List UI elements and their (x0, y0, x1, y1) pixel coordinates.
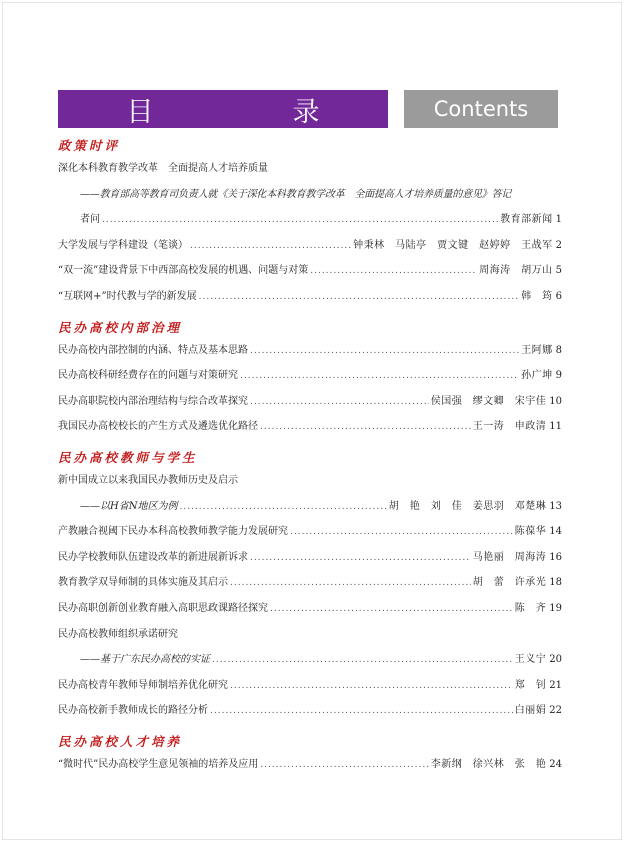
dot-leader (102, 208, 498, 234)
toc-entry-subtitle: ——以H省N地区为例 (80, 500, 178, 512)
toc-entry-author: 王阿娜 (521, 344, 553, 356)
toc-entry-author: 胡 艳 刘 佳 姜思羽 邓楚琳 (388, 500, 547, 512)
section-title: 政策时评 (58, 138, 121, 153)
dot-leader (190, 234, 351, 260)
toc-subtitle[interactable]: ——教育部高等教育司负责人就《关于深化本科教育教学改革 全面提高人才培养质量的意见》答记 (80, 188, 512, 200)
table-of-contents (58, 134, 562, 777)
toc-entry-page: 8 (555, 344, 562, 356)
toc-entry-page: 18 (549, 577, 562, 589)
toc-entry-page: 19 (549, 602, 562, 614)
contents-title-bar (404, 90, 558, 128)
toc-entry[interactable] (58, 673, 562, 699)
section-title: 民办高校人才培养 (58, 733, 183, 749)
toc-entry-author: 胡 蕾 许承光 (472, 577, 547, 589)
toc-entry-author: 钟秉林 马陆亭 贾文键 赵婷婷 王战军 (353, 239, 553, 251)
toc-entry-title: 民办高校科研经费存在的问题与对策研究 (58, 370, 238, 382)
toc-entry-author: 李新纲 徐兴林 张 艳 (430, 758, 547, 770)
toc-entry-author: 侯国强 缪文卿 宋宇佳 (430, 395, 547, 407)
toc-entry-title: 民办高校内部控制的内涵、特点及基本思路 (58, 344, 248, 356)
toc-entry[interactable] (58, 519, 562, 545)
toc-entry-title: “双一流”建设背景下中西部高校发展的机遇、问题与对策 (58, 265, 309, 277)
toc-entry-author: 王一涛 申政清 (472, 421, 547, 433)
dot-leader (310, 259, 477, 285)
contents-title: Contents (433, 97, 529, 121)
toc-entry-page: 24 (549, 758, 562, 770)
toc-entry-author: 陈 齐 (514, 602, 547, 614)
toc-entry[interactable] (58, 752, 562, 778)
dot-leader (230, 674, 513, 700)
toc-entry-title: 我国民办高校校长的产生方式及遴选优化路径 (58, 421, 258, 433)
toc-entry-author: 周海涛 胡万山 (479, 265, 553, 277)
section-title: 民办高校内部治理 (58, 319, 183, 335)
toc-article-title[interactable]: 深化本科教育教学改革 全面提高人才培养质量 (58, 163, 268, 174)
toc-entry[interactable] (58, 570, 562, 596)
toc-entry-page: 11 (549, 421, 562, 433)
toc-entry-title: 民办学校教师队伍建设改革的新进展新诉求 (58, 551, 248, 563)
toc-article-title[interactable]: 民办高校教师组织承诺研究 (58, 628, 178, 640)
toc-entry-author: 郑 钊 (514, 679, 547, 691)
dot-leader (250, 390, 429, 416)
toc-entry-author: 马艳丽 周海涛 (472, 551, 547, 563)
toc-entry-title: 民办高校新手教师成长的路径分析 (58, 705, 208, 717)
toc-entry-title: 民办高职院校内部治理结构与综合改革探究 (58, 395, 248, 407)
toc-entry-page: 10 (549, 395, 562, 407)
dot-leader (230, 571, 471, 597)
toc-entry[interactable] (58, 338, 562, 364)
toc-entry-page: 14 (549, 526, 562, 538)
toc-entry[interactable] (58, 258, 562, 284)
toc-entry-title: 大学发展与学科建设（笔谈） (58, 239, 188, 251)
toc-entry[interactable] (58, 284, 562, 310)
dot-leader (270, 597, 513, 623)
dot-leader (250, 546, 471, 572)
dot-leader (179, 495, 386, 521)
toc-entry-page: 20 (549, 654, 562, 666)
toc-entry[interactable] (58, 363, 562, 389)
toc-entry[interactable] (58, 647, 562, 673)
toc-entry-author: 教育部新闻 (500, 214, 553, 226)
toc-entry-author: 王义宁 (514, 654, 547, 666)
toc-entry-author: 陈葆华 (514, 526, 547, 538)
toc-entry[interactable] (58, 596, 562, 622)
toc-entry-subtitle: ——基于广东民办高校的实证 (80, 654, 210, 666)
toc-entry-page: 16 (549, 551, 562, 563)
toc-article-title[interactable]: 新中国成立以来我国民办教师历史及启示 (58, 474, 238, 486)
toc-entry-title: 民办高职创新创业教育融入高职思政课路径探究 (58, 602, 268, 614)
dot-leader (260, 753, 429, 779)
dot-leader (260, 415, 471, 441)
dot-leader (210, 699, 513, 725)
toc-entry-title: 民办高校青年教师导师制培养优化研究 (58, 679, 228, 691)
toc-entry-author: 孙广坤 (521, 370, 553, 382)
toc-entry-page: 9 (555, 370, 562, 382)
toc-entry-page: 21 (549, 679, 562, 691)
toc-entry[interactable] (58, 414, 562, 440)
dot-leader (212, 648, 513, 674)
toc-entry[interactable] (58, 698, 562, 724)
toc-entry-author: 白丽娟 (514, 705, 547, 717)
toc-entry-author: 韩 筠 (521, 290, 553, 302)
toc-entry[interactable] (58, 545, 562, 571)
toc-entry-page: 22 (549, 705, 562, 717)
toc-entry[interactable] (58, 207, 562, 233)
toc-entry-page: 1 (555, 214, 562, 226)
dot-leader (290, 520, 513, 546)
toc-entry-title: “微时代”民办高校学生意见领袖的培养及应用 (58, 758, 259, 770)
dot-leader (250, 339, 519, 365)
toc-entry[interactable] (58, 233, 562, 259)
dot-leader (199, 285, 520, 311)
section-title: 民办高校教师与学生 (58, 449, 198, 465)
toc-entry-title: 教育教学双导师制的具体实施及其启示 (58, 577, 228, 589)
toc-entry-title: “互联网+”时代教与学的新发展 (58, 290, 197, 302)
toc-entry[interactable] (58, 389, 562, 415)
toc-title-bar (58, 90, 388, 128)
toc-entry-page: 2 (555, 239, 562, 251)
toc-entry-title: 产教融合视阈下民办本科高校教师教学能力发展研究 (58, 526, 288, 538)
toc-entry-page: 13 (549, 500, 562, 512)
toc-title: 目 录 (126, 96, 376, 128)
dot-leader (240, 364, 519, 390)
toc-entry-page: 5 (555, 265, 562, 277)
toc-entry[interactable] (58, 494, 562, 520)
toc-entry-page: 6 (555, 290, 562, 302)
toc-entry-title: 者问 (80, 214, 100, 226)
